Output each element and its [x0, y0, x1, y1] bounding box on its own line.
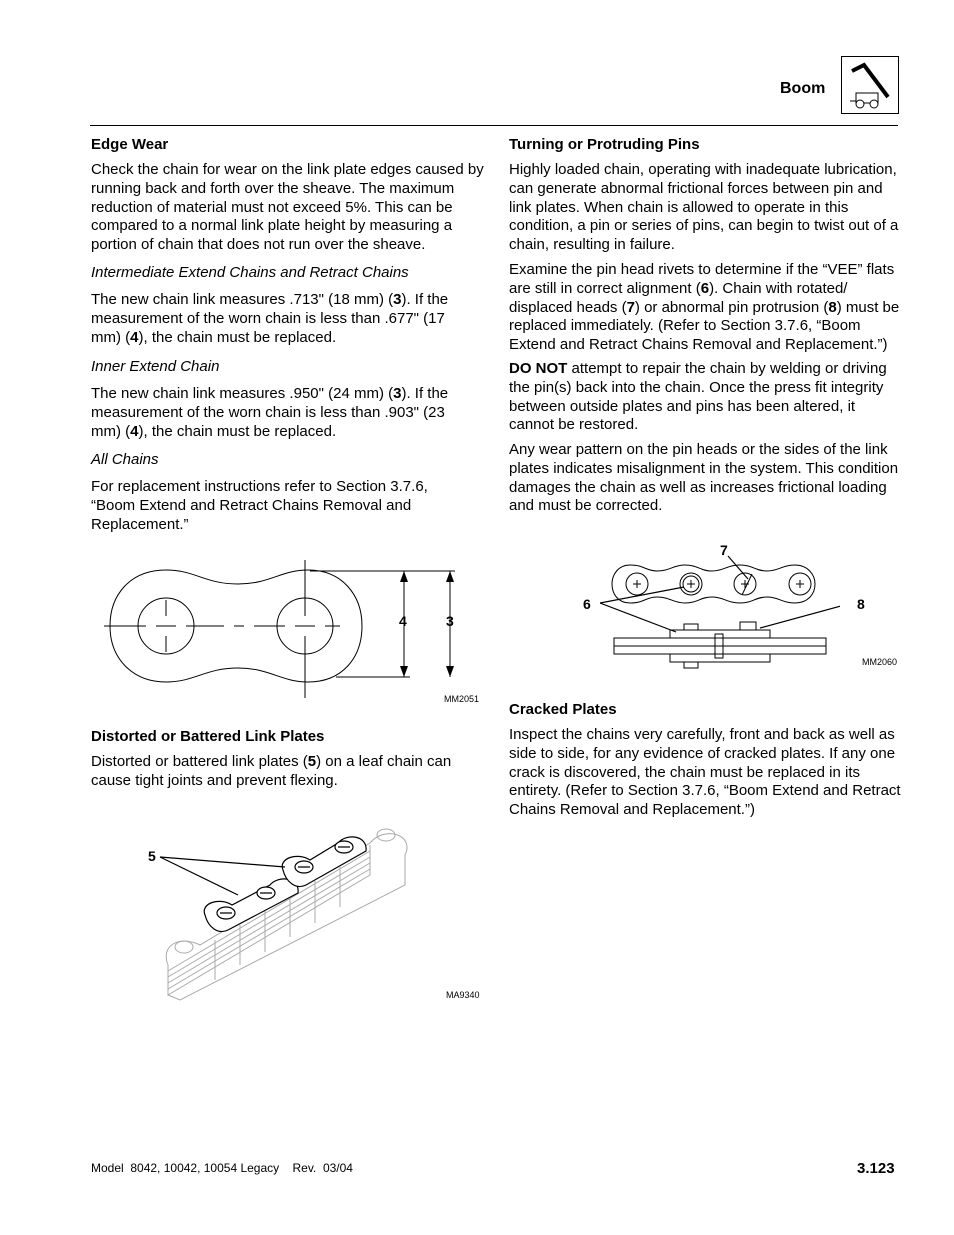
- figure1-label-4: 4: [399, 613, 407, 629]
- figure3-code: MM2060: [862, 657, 898, 667]
- examine-paragraph: Examine the pin head rivets to determine if the “VEE” flats are still in correct alignment (6). Chain with rotated/ displaced heads (7) or abnormal pin protrusion (8) must be replaced immediately. (Refer to Section 3.7.6, “Boom Extend and Retract Chains Removal and Replacement.”): [509, 261, 900, 354]
- figure2-label-5: 5: [148, 848, 156, 864]
- cracked-paragraph: Inspect the chains very carefully, front and back as well as side to side, for any evidence of cracked plates. If any one crack is discovered, the chain must be replaced in its entirety. (Refer to Section 3.7.6, “Boom Extend and Retract Chains Removal and Replacement.”): [509, 726, 901, 819]
- page-number: 3.123: [857, 1160, 895, 1177]
- figure3-label-8: 8: [857, 596, 865, 612]
- figure3-label-6: 6: [583, 596, 591, 612]
- figure2-code: MA9340: [446, 990, 480, 1000]
- pins-heading: Turning or Protruding Pins: [509, 136, 700, 153]
- header-section-title: Boom: [780, 80, 826, 97]
- figure-chain-link-plate: [100, 560, 485, 710]
- cracked-heading: Cracked Plates: [509, 701, 617, 718]
- edge-wear-paragraph: Check the chain for wear on the link plate edges caused by running back and forth over the sheave. The maximum reduction of material must not exceed 5%. This can be compared to a normal link plate height by measuring a portion of chain that does not run over the sheave.: [91, 161, 484, 254]
- figure3-label-7: 7: [720, 542, 728, 558]
- distorted-heading: Distorted or Battered Link Plates: [91, 728, 325, 745]
- edge-wear-heading: Edge Wear: [91, 136, 169, 153]
- do-not-paragraph: DO NOT attempt to repair the chain by welding or driving the pin(s) back into the chain. Once the press fit integrity between outside plates and pins has been altered, it cannot be restored.: [509, 360, 887, 434]
- figure-leaf-chain: [140, 815, 430, 1010]
- all-chains-paragraph: For replacement instructions refer to Section 3.7.6, “Boom Extend and Retract Chains Removal and Replacement.”: [91, 478, 428, 533]
- inner-extend-paragraph: The new chain link measures .950" (24 mm) (3). If the measurement of the worn chain is less than .903" (23 mm) (4), the chain must be replaced.: [91, 385, 449, 440]
- wear-pattern-paragraph: Any wear pattern on the pin heads or the sides of the link plates indicates misalignment in the system. This condition damages the chain as well as increases frictional loading and must be corrected.: [509, 441, 899, 515]
- figure-pin-alignment: [600, 550, 840, 675]
- boom-icon: [841, 56, 899, 114]
- distorted-paragraph: Distorted or battered link plates (5) on a leaf chain can cause tight joints and prevent flexing.: [91, 753, 452, 789]
- figure1-code: MM2051: [444, 694, 480, 704]
- header-rule: [90, 125, 898, 126]
- inner-extend-subheading: Inner Extend Chain: [91, 358, 220, 375]
- pins-paragraph: Highly loaded chain, operating with inadequate lubrication, can generate abnormal frictional forces between pin and link plates. When chain is allowed to operate in this condition, a pin or series of pins, can begin to twist out of a chain, resulting in failure.: [509, 161, 899, 254]
- footer-model: Model 8042, 10042, 10054 Legacy Rev. 03/04: [91, 1161, 353, 1175]
- all-chains-subheading: All Chains: [91, 451, 159, 468]
- intermediate-subheading: Intermediate Extend Chains and Retract Chains: [91, 264, 409, 281]
- figure1-label-3: 3: [446, 613, 454, 629]
- intermediate-paragraph: The new chain link measures .713" (18 mm) (3). If the measurement of the worn chain is less than .677" (17 mm) (4), the chain must be replaced.: [91, 291, 449, 346]
